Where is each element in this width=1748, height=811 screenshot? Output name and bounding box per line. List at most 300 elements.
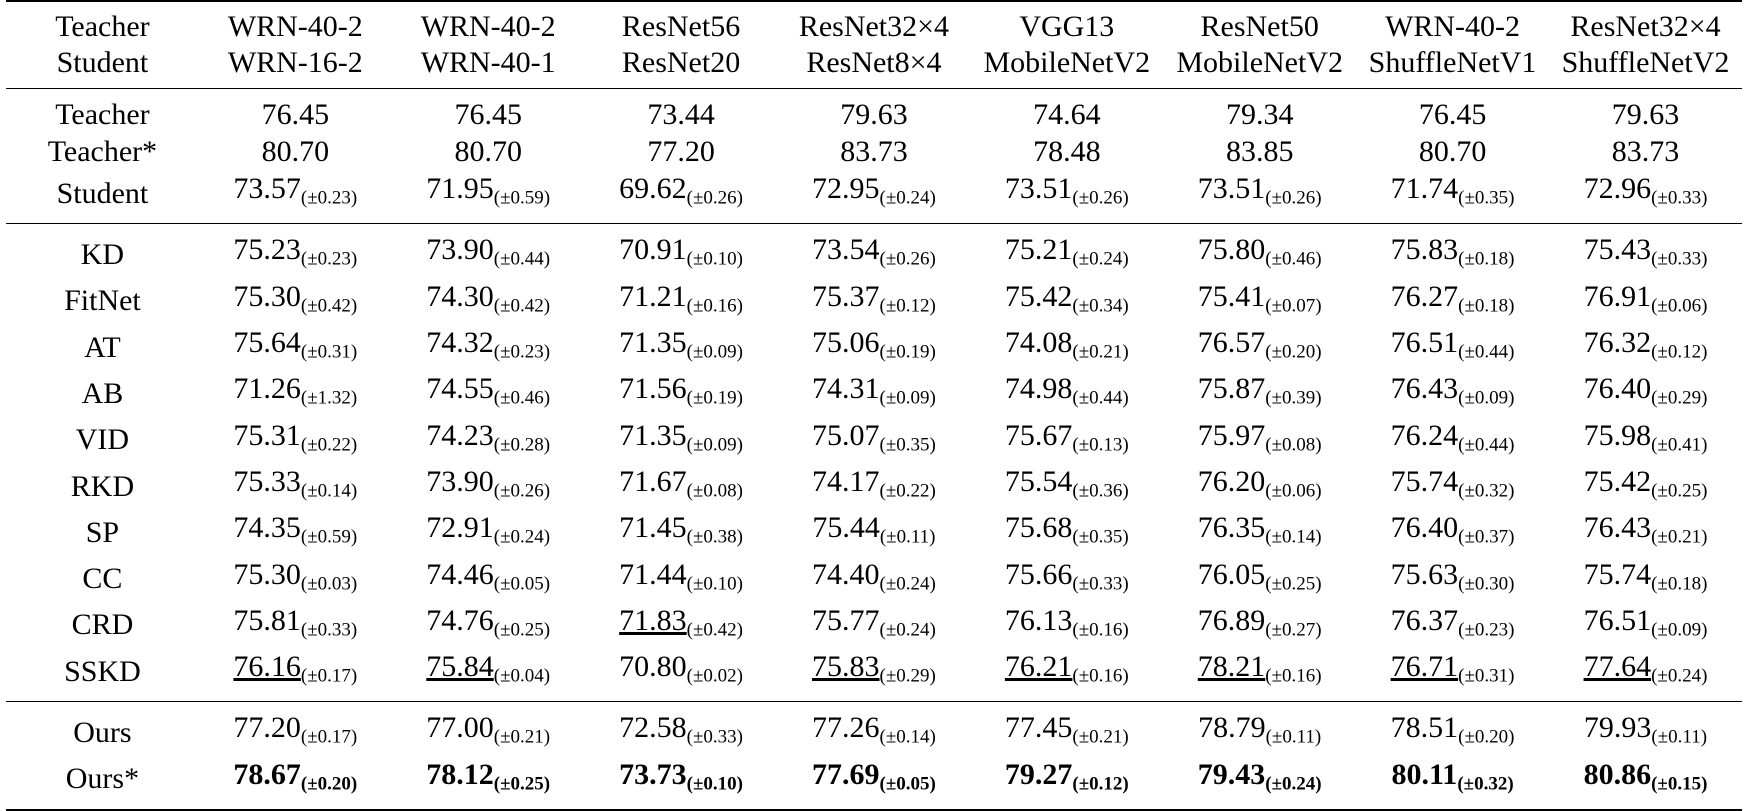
- accuracy-number: 79.27: [1004, 757, 1073, 791]
- accuracy-number: 76.51: [1390, 325, 1459, 359]
- result-cell: [199, 556, 392, 602]
- result-value: [426, 709, 550, 755]
- accuracy-std: (±0.10): [686, 248, 743, 270]
- accuracy-std: (±0.10): [686, 773, 743, 795]
- column-header-student: MobileNetV2: [983, 46, 1151, 79]
- result-value: [1584, 463, 1708, 509]
- accuracy-number: 71.35: [619, 325, 687, 359]
- result-value: [812, 170, 936, 216]
- result-value: [1584, 556, 1708, 602]
- accuracy-std: (±0.23): [493, 341, 551, 363]
- table-row: [6, 648, 1742, 694]
- accuracy-std: (±0.14): [300, 480, 358, 502]
- accuracy-number: 75.77: [812, 603, 880, 637]
- accuracy-number: 75.30: [233, 557, 301, 591]
- accuracy-number: 75.54: [1004, 464, 1073, 498]
- accuracy-number: 83.73: [840, 135, 908, 168]
- result-cell: [1549, 709, 1742, 755]
- result-value: [1005, 648, 1129, 694]
- result-cell: [1356, 170, 1549, 216]
- result-value: [1612, 133, 1680, 170]
- result-cell: [392, 370, 585, 416]
- result-value: [1005, 278, 1129, 324]
- accuracy-number: 76.45: [454, 98, 522, 131]
- result-cell: [1356, 602, 1549, 648]
- result-value: [1584, 709, 1707, 755]
- result-cell: [1356, 278, 1549, 324]
- result-cell: [1163, 231, 1356, 277]
- result-value: [233, 231, 357, 277]
- column-header-student: ShuffleNetV1: [1368, 46, 1537, 79]
- result-value: [619, 756, 743, 802]
- column-header-teacher: ResNet50: [1200, 10, 1319, 43]
- result-value: [426, 509, 550, 555]
- accuracy-std: (±0.10): [686, 572, 743, 594]
- accuracy-number: 75.33: [233, 464, 301, 498]
- accuracy-std: (±0.24): [1651, 665, 1708, 687]
- accuracy-number: 74.35: [233, 511, 301, 545]
- result-cell: [585, 463, 778, 509]
- result-cell: [778, 756, 971, 802]
- spacer-cell: [6, 694, 1742, 702]
- result-value: [454, 96, 522, 133]
- result-cell: [392, 648, 585, 694]
- spacer-cell: [6, 81, 1742, 89]
- accuracy-number: 78.48: [1033, 135, 1101, 168]
- accuracy-number: 83.85: [1225, 135, 1294, 168]
- row-method-label: AB: [81, 376, 124, 410]
- result-value: [1005, 170, 1129, 216]
- accuracy-std: (±0.14): [879, 726, 936, 748]
- result-cell: [199, 509, 392, 555]
- spacer-cell: [6, 216, 1742, 224]
- accuracy-number: 76.32: [1583, 325, 1652, 359]
- result-value: [233, 602, 357, 648]
- accuracy-std: (±0.15): [1651, 773, 1708, 795]
- result-cell: [1356, 133, 1549, 170]
- accuracy-std: (±0.24): [1072, 248, 1129, 270]
- result-cell: [585, 602, 778, 648]
- accuracy-number: 79.63: [1611, 98, 1680, 131]
- accuracy-number: 71.26: [233, 372, 301, 406]
- result-value: [1198, 231, 1322, 277]
- result-cell: [392, 509, 585, 555]
- accuracy-std: (±0.46): [493, 387, 551, 409]
- result-cell: [1163, 96, 1356, 133]
- accuracy-std: (±0.08): [686, 480, 743, 502]
- result-cell: [1163, 648, 1356, 694]
- accuracy-number: 69.62: [619, 172, 687, 205]
- accuracy-number: 75.23: [233, 233, 301, 267]
- accuracy-std: (±0.41): [1651, 433, 1708, 455]
- accuracy-std: (±0.33): [1072, 572, 1129, 594]
- accuracy-std: (±1.32): [300, 387, 358, 409]
- accuracy-number: 83.73: [1611, 135, 1680, 168]
- result-value: [812, 463, 936, 509]
- result-cell: [970, 509, 1163, 555]
- accuracy-number: 75.67: [1004, 418, 1073, 452]
- result-value: [1391, 170, 1515, 216]
- accuracy-number: 75.81: [233, 603, 301, 637]
- accuracy-std: (±0.36): [1072, 480, 1129, 502]
- result-cell: [970, 648, 1163, 694]
- result-value: [1584, 602, 1708, 648]
- accuracy-std: (±0.37): [1458, 526, 1515, 548]
- result-cell: [392, 324, 585, 370]
- accuracy-number: 73.44: [647, 98, 715, 131]
- accuracy-std: (±0.33): [1651, 187, 1708, 209]
- accuracy-std: (±0.23): [300, 248, 358, 270]
- result-cell: [199, 324, 392, 370]
- result-value: [619, 324, 743, 370]
- accuracy-std: (±0.31): [300, 341, 358, 363]
- result-value: [812, 756, 936, 802]
- spacer-row: [6, 694, 1742, 702]
- accuracy-std: (±0.11): [879, 526, 936, 548]
- accuracy-number: 75.68: [1004, 511, 1073, 545]
- accuracy-number: 79.34: [1225, 98, 1294, 131]
- accuracy-std: (±0.42): [686, 619, 743, 641]
- accuracy-std: (±0.26): [686, 187, 743, 209]
- accuracy-std: (±0.03): [300, 572, 358, 594]
- accuracy-std: (±0.32): [1458, 480, 1515, 502]
- result-value: [619, 370, 743, 416]
- result-value: [1033, 96, 1101, 133]
- row-method-label: Teacher: [55, 98, 150, 131]
- result-cell: [970, 709, 1163, 755]
- accuracy-number: 72.95: [812, 172, 880, 205]
- accuracy-number: 76.27: [1390, 279, 1459, 313]
- result-value: [812, 602, 936, 648]
- accuracy-number: 75.63: [1390, 557, 1459, 591]
- accuracy-std: (±0.59): [493, 187, 551, 209]
- accuracy-std: (±0.25): [493, 773, 551, 795]
- result-value: [233, 509, 357, 555]
- accuracy-std: (±0.19): [879, 341, 936, 363]
- result-cell: [778, 370, 971, 416]
- accuracy-number: 76.43: [1390, 372, 1459, 406]
- result-value: [619, 231, 743, 277]
- result-cell: [1549, 509, 1742, 555]
- result-value: [812, 278, 936, 324]
- accuracy-number: 70.91: [619, 233, 687, 267]
- accuracy-number: 76.35: [1197, 511, 1266, 545]
- accuracy-std: (±0.04): [493, 665, 551, 687]
- accuracy-std: (±0.18): [1458, 294, 1515, 316]
- accuracy-number: 80.70: [1418, 135, 1487, 168]
- result-value: [233, 278, 357, 324]
- result-value: [426, 278, 550, 324]
- result-cell: [1356, 231, 1549, 277]
- result-value: [1391, 709, 1515, 755]
- result-cell: [199, 370, 392, 416]
- accuracy-std: (±0.38): [686, 526, 743, 548]
- accuracy-std: (±0.24): [879, 619, 936, 641]
- result-cell: [1549, 96, 1742, 133]
- result-cell: [970, 463, 1163, 509]
- result-cell: [199, 417, 392, 463]
- accuracy-number: 76.91: [1583, 279, 1652, 313]
- result-cell: [1356, 96, 1549, 133]
- result-value: [619, 709, 743, 755]
- result-cell: [585, 324, 778, 370]
- accuracy-std: (±0.16): [686, 294, 743, 316]
- result-value: [812, 370, 936, 416]
- result-value: [1005, 463, 1129, 509]
- result-value: [619, 278, 743, 324]
- accuracy-number: 76.45: [261, 98, 330, 131]
- result-cell: [1549, 417, 1742, 463]
- accuracy-number: 76.13: [1004, 603, 1073, 637]
- accuracy-number: 75.21: [1004, 233, 1073, 267]
- result-value: [1391, 602, 1515, 648]
- accuracy-std: (±0.34): [1072, 294, 1129, 316]
- result-value: [1198, 709, 1321, 755]
- result-cell: [778, 417, 971, 463]
- result-cell: [970, 96, 1163, 133]
- accuracy-number: 73.51: [1004, 172, 1073, 205]
- result-value: [1198, 509, 1322, 555]
- accuracy-number: 80.11: [1391, 757, 1458, 791]
- result-cell: [1549, 370, 1742, 416]
- result-value: [1584, 756, 1708, 802]
- accuracy-number: 75.42: [1583, 464, 1652, 498]
- result-cell: [778, 602, 971, 648]
- result-value: [1005, 556, 1129, 602]
- spacer-row: [6, 216, 1742, 224]
- result-cell: [1356, 417, 1549, 463]
- result-cell: [392, 231, 585, 277]
- accuracy-number: 78.51: [1390, 711, 1459, 745]
- result-value: [1584, 170, 1708, 216]
- accuracy-std: (±0.33): [300, 619, 358, 641]
- accuracy-std: (±0.23): [1458, 619, 1515, 641]
- result-value: [1198, 602, 1322, 648]
- result-cell: [392, 756, 585, 802]
- result-value: [812, 709, 936, 755]
- result-cell: [585, 709, 778, 755]
- accuracy-number: 71.83: [619, 603, 687, 637]
- column-header-teacher: WRN-40-2: [1385, 10, 1521, 43]
- result-cell: [1356, 324, 1549, 370]
- accuracy-std: (±0.09): [879, 387, 936, 409]
- result-cell: [1549, 602, 1742, 648]
- accuracy-number: 75.31: [233, 418, 301, 452]
- accuracy-std: (±0.14): [1265, 526, 1322, 548]
- accuracy-std: (±0.21): [1072, 726, 1129, 748]
- accuracy-number: 76.05: [1197, 557, 1266, 591]
- accuracy-number: 71.45: [619, 511, 687, 545]
- result-value: [840, 96, 908, 133]
- result-cell: [1549, 278, 1742, 324]
- row-method-label: KD: [80, 237, 125, 271]
- result-value: [1005, 370, 1129, 416]
- accuracy-number: 75.80: [1197, 233, 1266, 267]
- result-cell: [1163, 509, 1356, 555]
- accuracy-number: 75.66: [1004, 557, 1073, 591]
- result-cell: [778, 96, 971, 133]
- result-value: [1198, 370, 1322, 416]
- spacer-row: [6, 702, 1742, 709]
- result-value: [1198, 417, 1322, 463]
- result-cell: [1356, 370, 1549, 416]
- accuracy-number: 71.44: [619, 557, 687, 591]
- accuracy-number: 76.37: [1390, 603, 1459, 637]
- result-cell: [1549, 556, 1742, 602]
- accuracy-number: 78.79: [1198, 711, 1266, 745]
- header-label-student: Student: [56, 46, 149, 79]
- result-value: [1198, 756, 1322, 802]
- spacer-row: [6, 81, 1742, 89]
- result-value: [1391, 278, 1515, 324]
- result-cell: [1356, 756, 1549, 802]
- result-cell: [392, 602, 585, 648]
- accuracy-number: 75.41: [1197, 279, 1266, 313]
- result-value: [1391, 756, 1513, 802]
- spacer-row: [6, 224, 1742, 231]
- accuracy-number: 74.46: [426, 557, 494, 591]
- accuracy-std: (±0.17): [300, 665, 358, 687]
- accuracy-std: (±0.31): [1458, 665, 1515, 687]
- accuracy-number: 76.20: [1197, 464, 1266, 498]
- result-cell: [970, 324, 1163, 370]
- table-row: [6, 463, 1742, 509]
- accuracy-std: (±0.21): [1651, 526, 1708, 548]
- result-cell: [778, 556, 971, 602]
- accuracy-std: (±0.35): [1458, 187, 1515, 209]
- accuracy-number: 74.55: [426, 372, 494, 406]
- accuracy-std: (±0.08): [1265, 433, 1322, 455]
- row-method-label: SP: [85, 515, 120, 549]
- accuracy-number: 75.42: [1004, 279, 1073, 313]
- column-header-student: ResNet8×4: [806, 46, 942, 79]
- result-cell: [970, 231, 1163, 277]
- result-value: [619, 463, 743, 509]
- result-value: [426, 370, 550, 416]
- result-value: [1198, 278, 1322, 324]
- accuracy-number: 79.43: [1197, 757, 1266, 791]
- result-value: [262, 133, 330, 170]
- accuracy-number: 80.70: [454, 135, 522, 168]
- accuracy-number: 74.64: [1033, 98, 1101, 131]
- accuracy-std: (±0.09): [1458, 387, 1515, 409]
- accuracy-number: 72.58: [619, 711, 687, 745]
- row-method-label: Teacher*: [47, 135, 158, 168]
- result-cell: [1549, 756, 1742, 802]
- result-value: [233, 709, 357, 755]
- result-cell: [970, 556, 1163, 602]
- accuracy-number: 74.31: [812, 372, 880, 406]
- column-header-student: MobileNetV2: [1176, 46, 1343, 79]
- accuracy-number: 74.17: [812, 464, 880, 498]
- result-cell: [199, 648, 392, 694]
- result-value: [426, 324, 550, 370]
- result-cell: [199, 133, 392, 170]
- accuracy-number: 78.12: [426, 757, 494, 791]
- result-value: [1584, 231, 1708, 277]
- result-value: [812, 509, 935, 555]
- result-cell: [392, 417, 585, 463]
- accuracy-number: 73.90: [426, 464, 494, 498]
- row-method-label: CC: [82, 562, 123, 596]
- accuracy-std: (±0.25): [1651, 480, 1708, 502]
- row-method-label: FitNet: [64, 284, 141, 318]
- accuracy-std: (±0.24): [879, 187, 936, 209]
- result-cell: [1163, 463, 1356, 509]
- result-cell: [585, 231, 778, 277]
- column-header-teacher: WRN-40-2: [420, 10, 556, 43]
- spacer-cell: [6, 224, 1742, 231]
- result-value: [1005, 602, 1129, 648]
- accuracy-number: 77.64: [1583, 650, 1652, 684]
- result-cell: [199, 602, 392, 648]
- result-value: [1584, 324, 1708, 370]
- result-cell: [1163, 324, 1356, 370]
- result-value: [619, 556, 743, 602]
- result-cell: [1163, 602, 1356, 648]
- result-cell: [585, 556, 778, 602]
- result-value: [454, 133, 522, 170]
- accuracy-number: 74.08: [1004, 325, 1073, 359]
- result-cell: [392, 96, 585, 133]
- result-cell: [970, 756, 1163, 802]
- result-cell: [1549, 324, 1742, 370]
- accuracy-number: 71.67: [619, 464, 687, 498]
- accuracy-std: (±0.32): [1457, 773, 1514, 795]
- result-value: [1612, 96, 1680, 133]
- accuracy-std: (±0.06): [1265, 480, 1322, 502]
- accuracy-number: 75.44: [812, 511, 880, 545]
- accuracy-number: 75.64: [233, 325, 301, 359]
- accuracy-std: (±0.21): [1072, 341, 1129, 363]
- result-value: [1391, 509, 1515, 555]
- accuracy-std: (±0.09): [686, 341, 743, 363]
- result-cell: [1356, 556, 1549, 602]
- accuracy-number: 75.74: [1390, 464, 1459, 498]
- column-header-student: WRN-16-2: [227, 46, 363, 79]
- accuracy-std: (±0.26): [879, 248, 936, 270]
- result-value: [1584, 370, 1708, 416]
- row-method-label: VID: [75, 423, 130, 457]
- result-cell: [1356, 648, 1549, 694]
- accuracy-std: (±0.28): [493, 433, 551, 455]
- accuracy-number: 74.98: [1004, 372, 1073, 406]
- accuracy-number: 73.51: [1197, 172, 1266, 205]
- result-cell: [1549, 170, 1742, 216]
- result-cell: [199, 709, 392, 755]
- result-value: [426, 648, 550, 694]
- accuracy-number: 78.21: [1197, 650, 1266, 684]
- accuracy-std: (±0.20): [1265, 341, 1322, 363]
- result-cell: [199, 170, 392, 216]
- result-value: [1198, 170, 1322, 216]
- result-cell: [392, 133, 585, 170]
- accuracy-number: 76.40: [1583, 372, 1652, 406]
- result-cell: [1163, 170, 1356, 216]
- accuracy-std: (±0.30): [1458, 572, 1515, 594]
- column-header-student: WRN-40-1: [420, 46, 556, 79]
- accuracy-std: (±0.11): [1265, 726, 1322, 748]
- result-value: [426, 417, 550, 463]
- result-value: [1584, 648, 1708, 694]
- result-cell: [1549, 648, 1742, 694]
- row-method-label: Ours*: [65, 762, 140, 796]
- result-cell: [199, 96, 392, 133]
- result-value: [1584, 509, 1708, 555]
- result-value: [1419, 96, 1487, 133]
- accuracy-std: (±0.29): [879, 665, 936, 687]
- result-value: [1226, 133, 1294, 170]
